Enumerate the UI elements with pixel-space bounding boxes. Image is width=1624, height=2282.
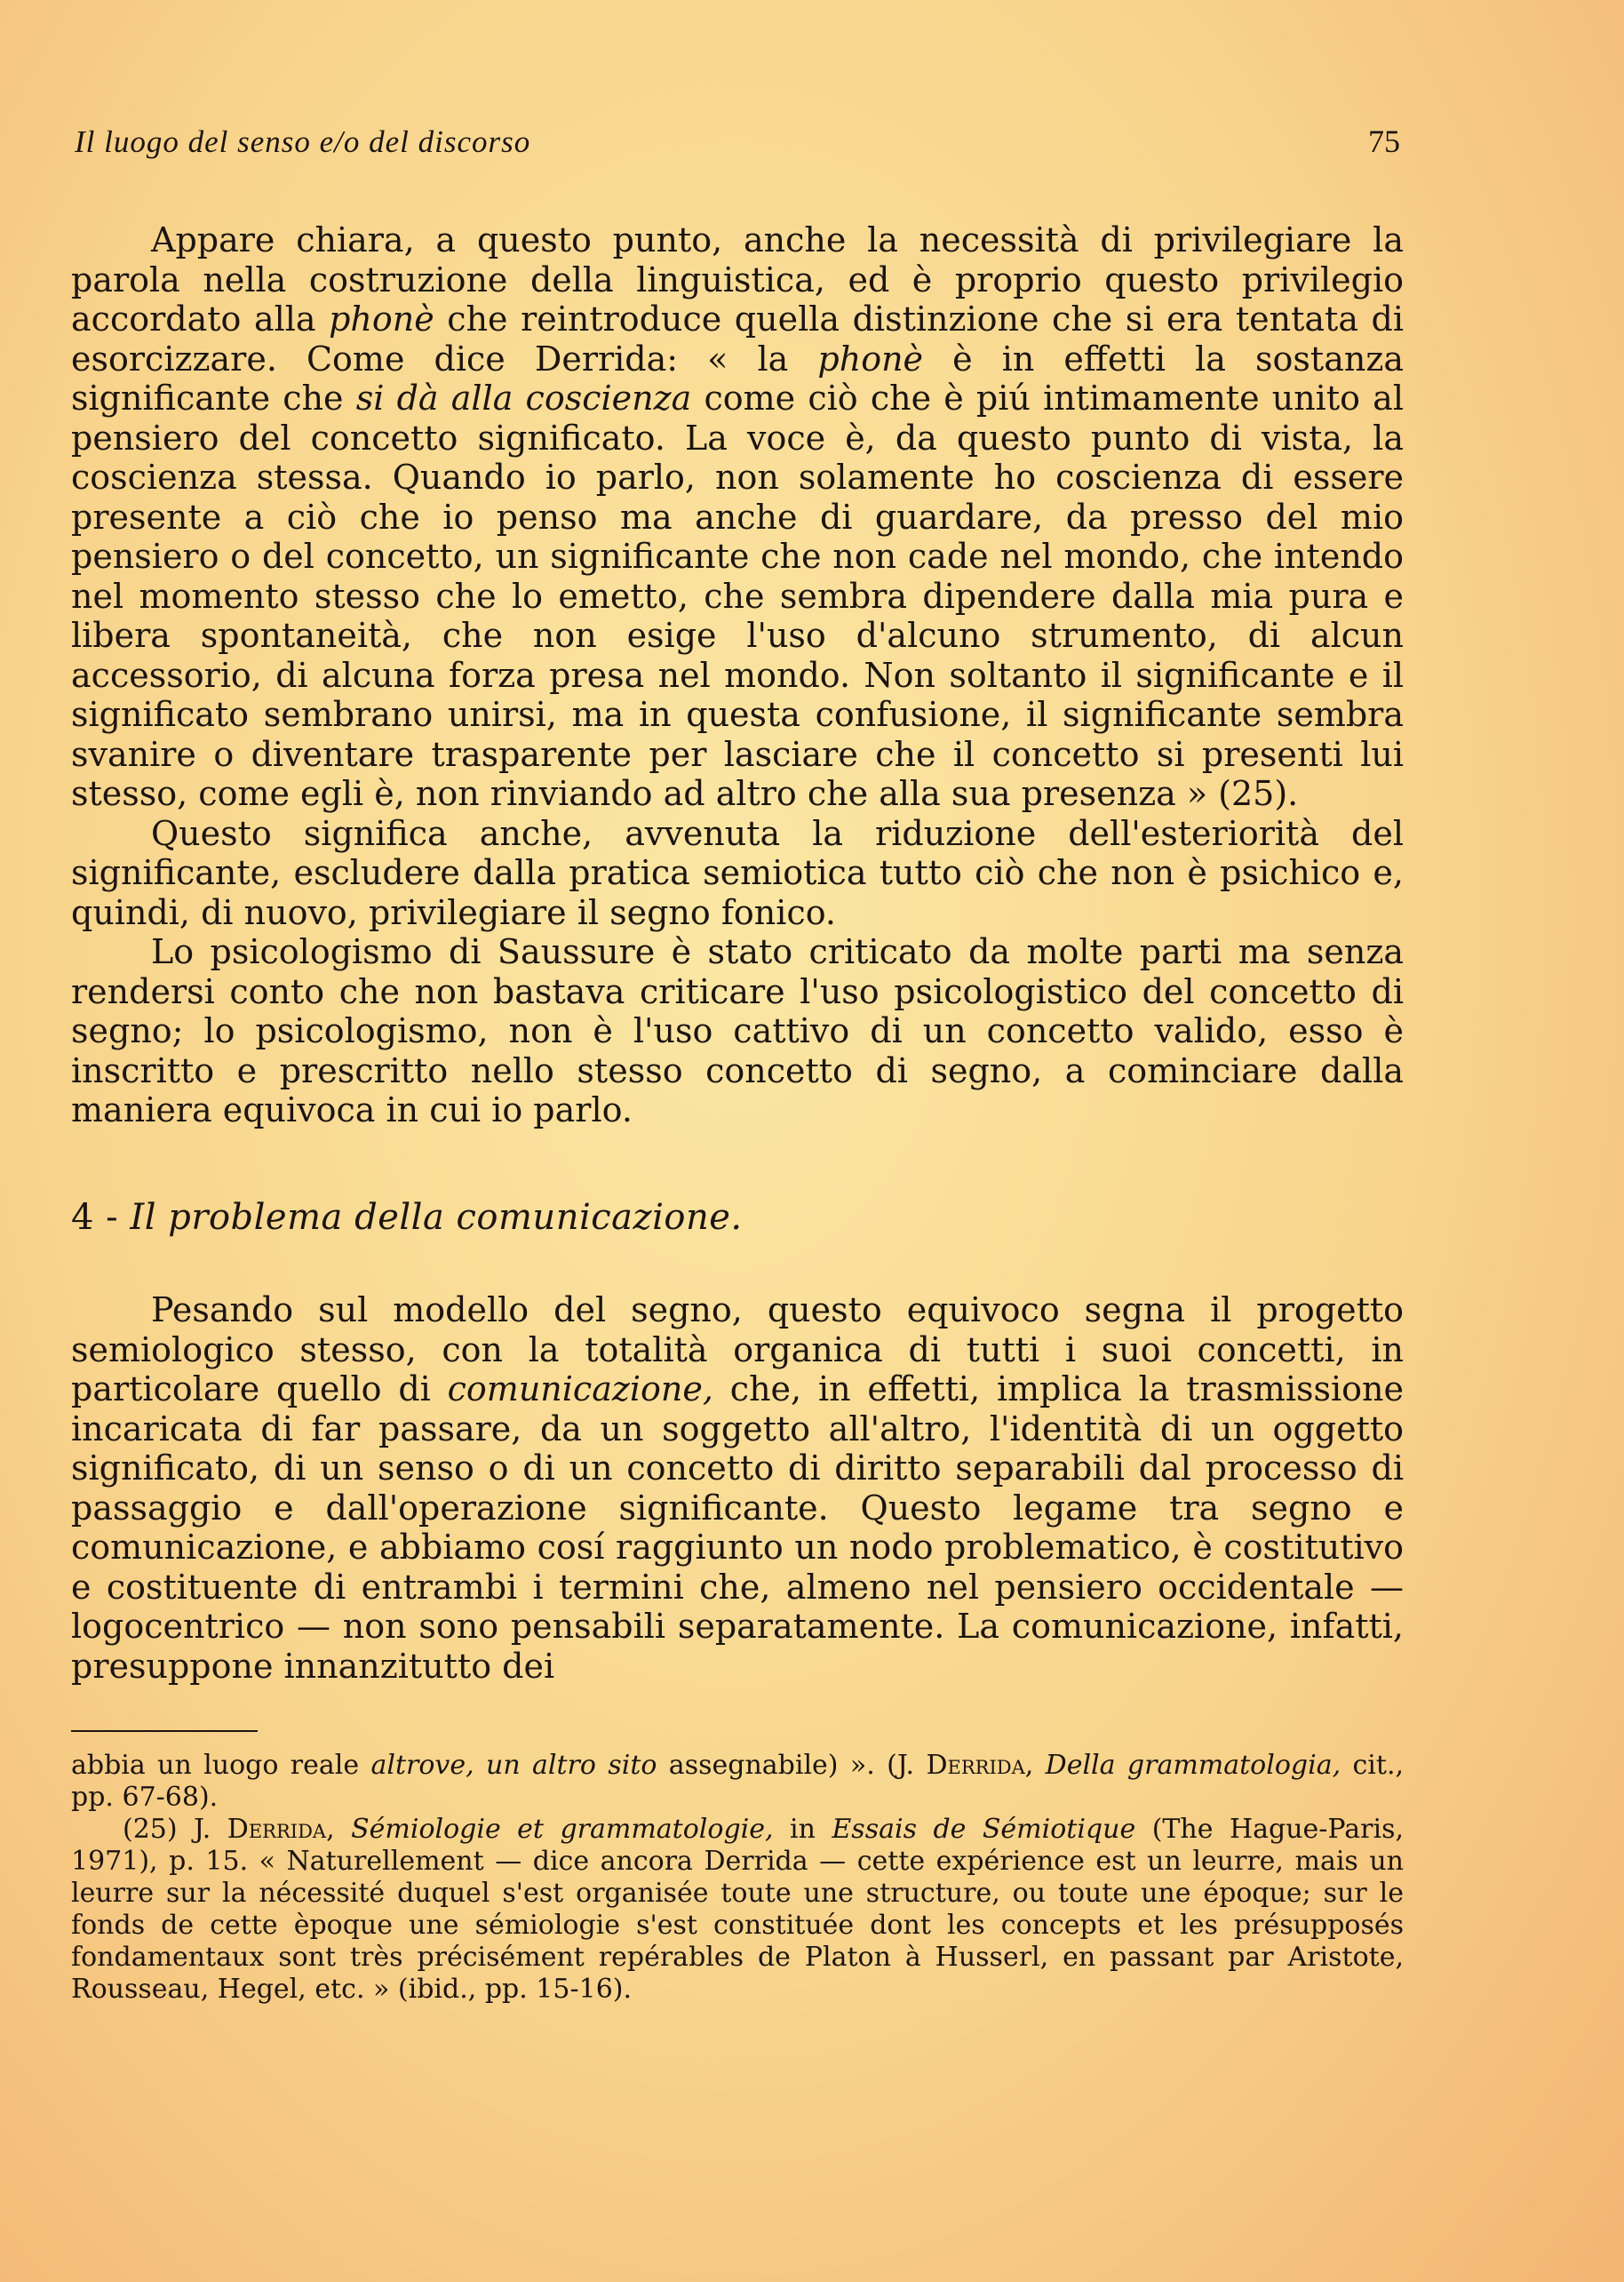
text-run: come ciò che è piú intimamente unito al pensiero del concetto significato. La voce è, da questo punto di vista, la coscienza stessa. Quando io parlo, non solamente ho coscienza di essere presente a ciò che io penso ma anche di guardare, da presso del mio pensiero o del concetto, un significante che non cade nel mondo, che intendo nel momento stesso che lo emetto, che sembra dipendere dalla mia pura e libera spontaneità, che non esige l'uso d'alcuno strumento, di alcun accessorio, di alcuna forza presa nel mondo. Non soltanto il significante e il significato sembrano unirsi, ma in questa confusione, il significante sembra svanire o diventare trasparente per lasciare che il concetto si presenti lui stesso, come egli è, non rinviando ad altro che alla sua presenza » (25). xyxy=(71,379,1404,813)
text-run: Appare chiara, a questo punto, anche la necessità di privilegiare la parola nella costruzione della linguistica, ed è proprio questo privilegio accordato alla xyxy=(71,220,1404,339)
page-number: 75 xyxy=(1368,124,1400,159)
italic-term-phone: phonè xyxy=(329,299,434,339)
text-run: in xyxy=(773,1814,832,1845)
paragraph-2: Questo significa anche, avvenuta la riduzione dell'esteriorità del significante, escludere dalla pratica semiotica tutto ciò che non è psichico e, quindi, di nuovo, privilegiare il segno fonico. xyxy=(71,813,1404,932)
section-number: 4 - xyxy=(71,1196,131,1238)
book-page xyxy=(71,89,1404,2006)
paragraph-3: Lo psicologismo di Saussure è stato criticato da molte parti ma senza rendersi conto che non bastava criticare l'uso psicologistico del concetto di segno; lo psicologismo, non è l'uso cattivo di un concetto valido, esso è inscritto e prescritto nello stesso concetto di segno, a cominciare dalla maniera equivoca in cui io parlo. xyxy=(71,932,1404,1129)
running-title: Il luogo del senso e/o del discorso xyxy=(75,124,531,159)
section-heading xyxy=(71,1198,1404,1238)
text-run: che reintroduce quella distinzione che si era tentata di esorcizzare. Come dice Derrida: « la xyxy=(71,299,1404,379)
footnote-rule xyxy=(71,1730,258,1732)
text-run: assegnabile) ». (J. xyxy=(657,1750,927,1781)
italic-phrase: si dà alla coscienza xyxy=(355,379,692,418)
section-title: Il problema della comunicazione. xyxy=(130,1196,743,1238)
text-run: Pesando sul modello del segno, questo equivoco segna il progetto semiologico stesso, con la totalità organica di tutti i suoi concetti, in particolare quello di xyxy=(71,1290,1404,1408)
text-run: (The Hague-Paris, 1971), p. 15. « Naturellement — dice ancora Derrida — cette expérience est un leurre, mais un leurre sur la nécessité duquel s'est organisée toute une structure, ou toute une époque; sur le fonds de cette èpoque une sémiologie s'est constituée dont les concepts et les présupposés fondamentaux sont très précisément repérables de Platon à Husserl, en passant par Aristote, Rousseau, Hegel, etc. » (ibid., pp. 15-16). xyxy=(71,1814,1405,2005)
footnote-continuation xyxy=(71,1750,1404,1814)
body-text xyxy=(71,220,1404,1686)
text-run: è in effetti la sostanza significante che xyxy=(71,339,1405,418)
text-run: , xyxy=(326,1814,352,1845)
text-run: abbia un luogo reale xyxy=(71,1750,371,1781)
text-run: (25) J. xyxy=(123,1814,227,1845)
running-head xyxy=(71,89,1404,160)
footnotes xyxy=(71,1750,1404,2006)
footnote-25 xyxy=(71,1814,1404,2006)
book-title: Essais de Sémiotique xyxy=(832,1814,1136,1845)
text-run: , xyxy=(1024,1750,1046,1781)
paragraph-1 xyxy=(71,220,1404,814)
text-run: cit., pp. 67-68). xyxy=(71,1750,1405,1813)
book-title: Della grammatologia, xyxy=(1045,1750,1341,1781)
author-name: Derrida xyxy=(926,1750,1025,1781)
italic-term: comunicazione, xyxy=(447,1369,713,1408)
italic-term-phone: phonè xyxy=(817,339,924,379)
italic-phrase: altrove, un altro sito xyxy=(370,1750,657,1781)
article-title: Sémiologie et grammatologie, xyxy=(351,1814,774,1845)
paragraph-4 xyxy=(71,1290,1404,1686)
author-name: Derrida xyxy=(227,1814,327,1845)
text-run: che, in effetti, implica la trasmissione incaricata di far passare, da un soggetto all'altro, l'identità di un oggetto significato, di un senso o di un concetto di diritto separabili dal processo di passaggio e dall'operazione significante. Questo legame tra segno e comunicazione, e abbiamo cosí raggiunto un nodo problematico, è costitutivo e costituente di entrambi i termini che, almeno nel pensiero occidentale — logocentrico — non sono pensabili separatamente. La comunicazione, infatti, presuppone innanzitutto dei xyxy=(71,1369,1404,1686)
